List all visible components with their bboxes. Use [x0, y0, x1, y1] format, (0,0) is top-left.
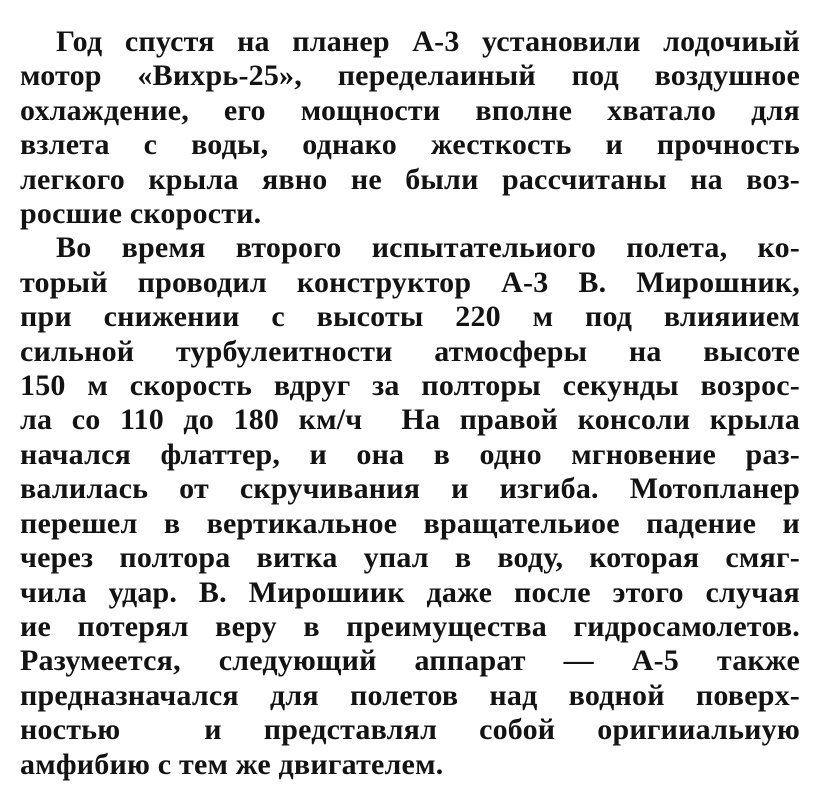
text-line: ла со 110 до 180 км/ч На правой консоли крыла [20, 403, 800, 437]
text-line: мотор «Вихрь-25», переделаиный под воздушное [20, 59, 800, 93]
text-line: росшие скорости. [20, 197, 262, 231]
text-line: при снижении с высоты 220 м под влияиием [20, 300, 800, 334]
text-line: валилась от скручивания и изгиба. Мотопланер [20, 472, 800, 506]
text-line: перешел в вертикальное вращательиое падение и [20, 506, 800, 540]
body-text [20, 25, 800, 782]
text-line: чила удар. В. Мирошиик даже после этого случая [20, 575, 800, 609]
text-line: ие потерял веру в преимущества гидросамолетов. [20, 609, 800, 643]
text-line: начался флаттер, и она в одно мгновение раз- [20, 437, 800, 471]
text-line: Разумеется, следующий аппарат — А-5 также [20, 644, 800, 678]
text-line: Год спустя на планер А-3 установили лодочиый [56, 25, 800, 58]
text-line: взлета с воды, однако жесткость и прочность [20, 128, 800, 162]
text-line: 150 м скорость вдруг за полторы секунды возрос- [20, 369, 800, 403]
text-line: легкого крыла явно не были рассчитаны на воз- [20, 162, 800, 196]
text-line: амфибию с тем же двигателем. [20, 747, 444, 781]
text-line: торый проводил конструктор А-3 В. Мирошник, [20, 265, 800, 299]
text-line: сильной турбулеитности атмосферы на высоте [20, 334, 800, 368]
text-line: охлаждение, его мощности вполне хватало для [20, 93, 800, 127]
text-line: предназначался для полетов над водной поверх- [20, 678, 800, 712]
text-line: через полтора витка упал в воду, которая смяг- [20, 541, 800, 575]
text-line: ностью и представлял собой оригииальиую [20, 713, 800, 747]
text-line: Во время второго испытательиого полета, ко- [56, 231, 800, 265]
